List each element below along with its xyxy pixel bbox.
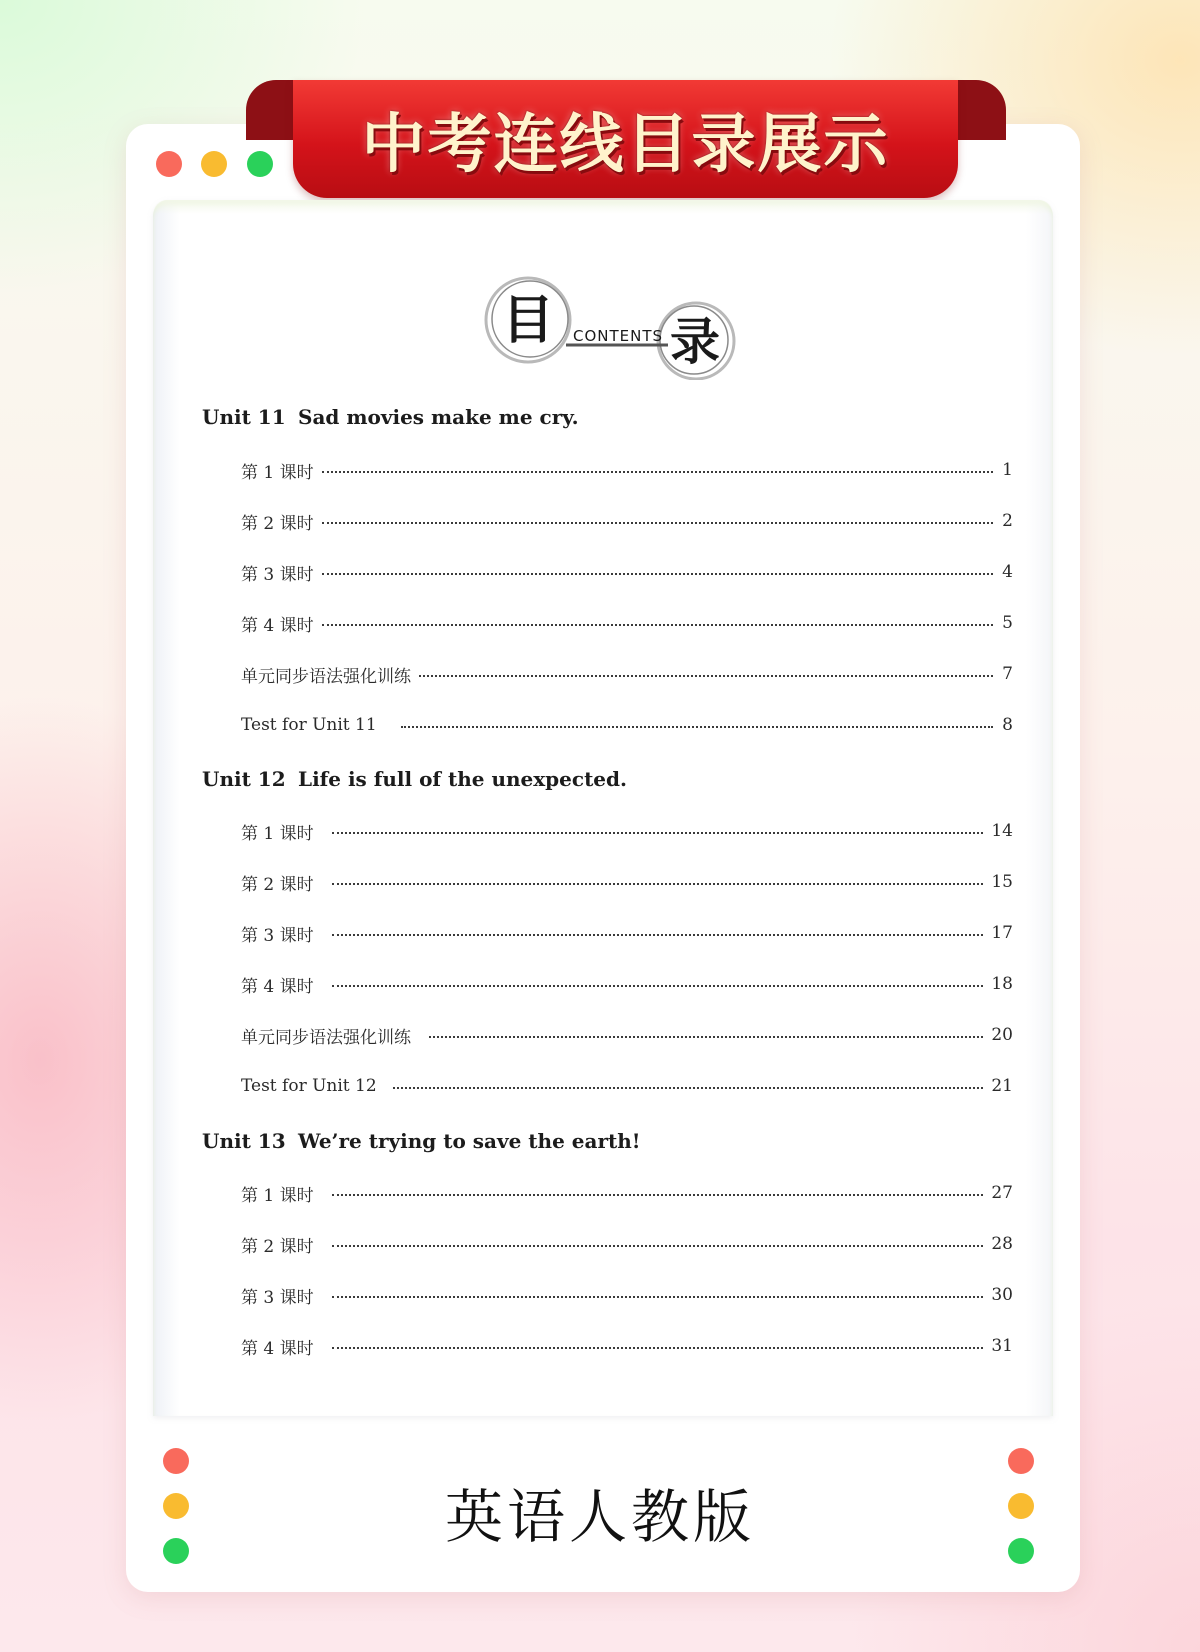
toc-entry[interactable] (241, 610, 1013, 636)
dot-leader (393, 1087, 984, 1089)
toc-entry-label: 单元同步语法强化训练 (241, 1027, 411, 1048)
dot-leader (332, 1347, 984, 1349)
window-minimize-dot[interactable] (201, 151, 227, 177)
toc-entry-label: 第 1 课时 (241, 462, 314, 483)
toc-entry[interactable] (241, 1231, 1013, 1257)
toc-entry[interactable] (241, 457, 1013, 483)
banner (293, 80, 958, 198)
unit-title: Sad movies make me cry. (298, 405, 579, 429)
toc-entry[interactable] (241, 818, 1013, 844)
unit-number: Unit 12 (202, 767, 286, 791)
toc-entry-page: 2 (1002, 511, 1013, 531)
toc-entry-page: 15 (991, 872, 1013, 892)
toc-entry-page: 18 (991, 974, 1013, 994)
toc-entry[interactable] (241, 1333, 1013, 1359)
dot-leader (332, 1296, 984, 1298)
toc-entry[interactable] (241, 1073, 1013, 1099)
window-close-dot[interactable] (156, 151, 182, 177)
toc-entry[interactable] (241, 559, 1013, 585)
dot-leader (332, 934, 984, 936)
toc-entry-label: 第 3 课时 (241, 925, 314, 946)
toc-entry-page: 31 (991, 1336, 1013, 1356)
toc-entry-page: 20 (991, 1025, 1013, 1045)
toc-entry-label: 单元同步语法强化训练 (241, 666, 411, 687)
toc-entry-label: Test for Unit 12 (241, 1076, 377, 1096)
banner-title: 中考连线目录展示 (361, 108, 890, 182)
dot-leader (322, 624, 993, 626)
toc-entry[interactable] (241, 971, 1013, 997)
toc-entry-page: 21 (991, 1076, 1013, 1096)
toc-entry-label: 第 1 课时 (241, 823, 314, 844)
toc-entry-label: 第 2 课时 (241, 513, 314, 534)
toc-entry-label: 第 3 课时 (241, 1287, 314, 1308)
toc-entry-page: 4 (1002, 562, 1013, 582)
toc-entry[interactable] (241, 1282, 1013, 1308)
toc-entry[interactable] (241, 1180, 1013, 1206)
toc-entry[interactable] (241, 920, 1013, 946)
dot-leader (332, 832, 984, 834)
dot-leader (332, 883, 984, 885)
toc-entry[interactable] (241, 869, 1013, 895)
toc-entry-page: 27 (991, 1183, 1013, 1203)
unit-heading (202, 405, 579, 429)
toc-entry-page: 5 (1002, 613, 1013, 633)
toc-char-left: 目 (501, 291, 555, 351)
dot-leader (429, 1036, 983, 1038)
dot-leader (332, 1245, 984, 1247)
edition-label: 英语人教版 (444, 1483, 755, 1551)
toc-entry-page: 17 (991, 923, 1013, 943)
dot-leader (332, 1194, 984, 1196)
dot-leader (322, 573, 993, 575)
toc-entry-label: 第 4 课时 (241, 615, 314, 636)
toc-entry-page: 14 (991, 821, 1013, 841)
toc-entry-page: 7 (1002, 664, 1013, 684)
toc-entry[interactable] (241, 661, 1013, 687)
toc-char-right: 录 (670, 313, 720, 371)
unit-heading (202, 1129, 641, 1153)
dot-leader (322, 471, 993, 473)
toc-entry-label: 第 3 课时 (241, 564, 314, 585)
unit-title: Life is full of the unexpected. (298, 767, 627, 791)
unit-heading (202, 767, 627, 791)
toc-entry-label: 第 4 课时 (241, 1338, 314, 1359)
unit-number: Unit 13 (202, 1129, 286, 1153)
toc-entry-page: 30 (991, 1285, 1013, 1305)
window-maximize-dot[interactable] (247, 151, 273, 177)
dot-leader (419, 675, 993, 677)
dot-leader (401, 726, 993, 728)
toc-entry[interactable] (241, 1022, 1013, 1048)
toc-contents-word: CONTENTS (572, 327, 664, 345)
toc-entry-page: 8 (1002, 715, 1013, 735)
toc-entry-label: 第 2 课时 (241, 874, 314, 895)
toc-entry-label: 第 1 课时 (241, 1185, 314, 1206)
dot-leader (322, 522, 993, 524)
toc-entry-page: 1 (1002, 460, 1013, 480)
dot-leader (332, 985, 984, 987)
unit-number: Unit 11 (202, 405, 286, 429)
toc-entry-label: Test for Unit 11 (241, 715, 377, 735)
toc-entry-label: 第 4 课时 (241, 976, 314, 997)
toc-entry[interactable] (241, 508, 1013, 534)
unit-title: We’re trying to save the earth! (298, 1129, 641, 1153)
toc-entry-page: 28 (991, 1234, 1013, 1254)
toc-entry[interactable] (241, 712, 1013, 738)
toc-header-emblem (480, 270, 740, 380)
toc-entry-label: 第 2 课时 (241, 1236, 314, 1257)
